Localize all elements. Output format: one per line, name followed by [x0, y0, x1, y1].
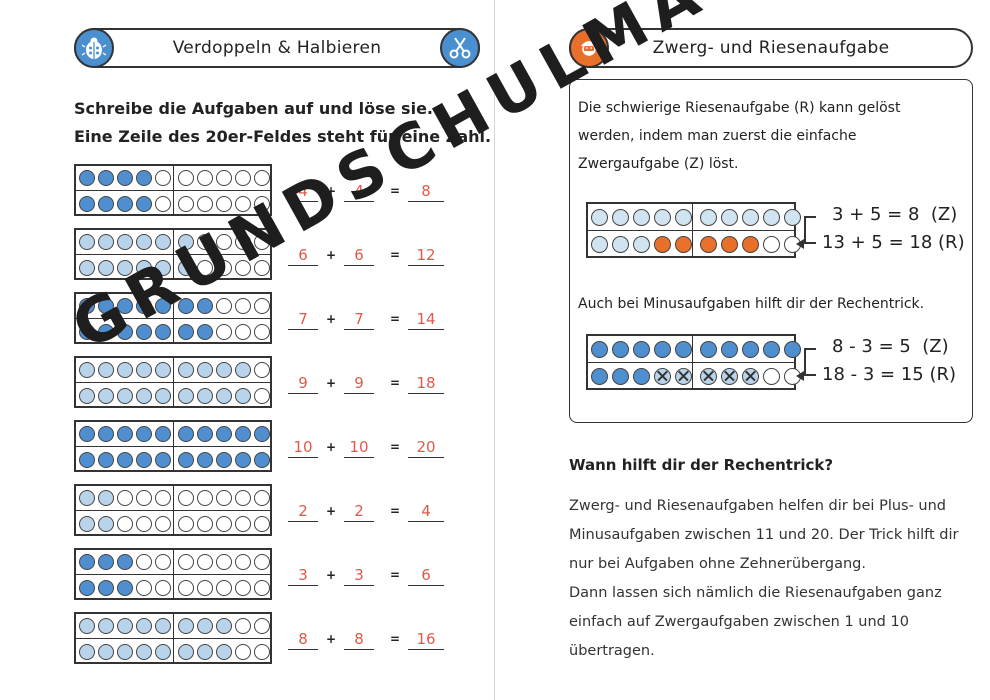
- counter-dot: [178, 260, 194, 276]
- counter-dot: [155, 234, 171, 250]
- minus-calc-riese: 18 - 3 = 15 (R): [822, 364, 956, 385]
- counter-dot: [178, 490, 194, 506]
- paragraph-line: übertragen.: [569, 643, 655, 659]
- counter-dot: [136, 554, 152, 570]
- counter-dot: [216, 196, 232, 212]
- plus-sign: +: [326, 248, 337, 262]
- counter-dot: [79, 516, 95, 532]
- counter-dot: [155, 362, 171, 378]
- counter-dot: [136, 324, 152, 340]
- counter-dot: [98, 196, 114, 212]
- counter-dot: [178, 580, 194, 596]
- counter-dot: [155, 260, 171, 276]
- counter-dot: [155, 388, 171, 404]
- counter-dot: [155, 426, 171, 442]
- counter-dot: [155, 298, 171, 314]
- left-header-bar: [74, 28, 480, 68]
- counter-dot: [197, 580, 213, 596]
- counter-dot: [235, 554, 251, 570]
- counter-dot: [79, 618, 95, 634]
- minus-intro-text: Auch bei Minusaufgaben hilft dir der Rechentrick.: [578, 296, 925, 312]
- addend-a: 10: [288, 438, 318, 458]
- counter-dot: [254, 490, 270, 506]
- dwarf-face-icon: [569, 28, 609, 68]
- counter-dot: [136, 196, 152, 212]
- counter-dot: [98, 298, 114, 314]
- counter-dot: [216, 490, 232, 506]
- sum-result: 4: [408, 502, 444, 522]
- counter-dot: [254, 580, 270, 596]
- counter-dot: [254, 644, 270, 660]
- counter-dot: [216, 452, 232, 468]
- counter-dot: [197, 234, 213, 250]
- twenty-frame: [74, 484, 272, 536]
- counter-dot: [178, 298, 194, 314]
- counter-dot: [216, 618, 232, 634]
- counter-dot: [235, 490, 251, 506]
- counter-dot: [155, 170, 171, 186]
- counter-dot: [98, 554, 114, 570]
- right-worksheet-page: [495, 0, 990, 700]
- counter-dot: [117, 516, 133, 532]
- counter-dot: [117, 554, 133, 570]
- counter-dot: [178, 554, 194, 570]
- task-row: [74, 420, 272, 472]
- counter-dot: [136, 490, 152, 506]
- equation-line: [288, 630, 448, 650]
- task-row: [74, 292, 272, 344]
- counter-dot: [117, 490, 133, 506]
- counter-dot: [178, 324, 194, 340]
- left-worksheet-page: [0, 0, 494, 700]
- plus-example-row-top: [588, 204, 794, 231]
- counter-dot: [79, 260, 95, 276]
- twenty-frame: [74, 292, 272, 344]
- paragraph-line: Zwerg- und Riesenaufgaben helfen dir bei Plus- und: [569, 498, 947, 514]
- counter-dot: [197, 490, 213, 506]
- plus-sign: +: [326, 440, 337, 454]
- counter-dot: [235, 260, 251, 276]
- counter-dot: [117, 644, 133, 660]
- counter-dot: [178, 362, 194, 378]
- equation-line: [288, 502, 448, 522]
- box-intro-line-3: Zwergaufgabe (Z) löst.: [578, 156, 739, 172]
- counter-dot: [98, 452, 114, 468]
- sum-result: 20: [408, 438, 444, 458]
- counter-dot: [235, 388, 251, 404]
- counter-dot: [235, 362, 251, 378]
- minus-calc-zwerg: 8 - 3 = 5 (Z): [832, 336, 949, 357]
- addend-b: 10: [344, 438, 374, 458]
- equals-sign: =: [390, 376, 401, 390]
- counter-dot: [216, 234, 232, 250]
- equation-line: [288, 566, 448, 586]
- counter-dot: [197, 644, 213, 660]
- addend-b: 6: [344, 246, 374, 266]
- counter-dot: [79, 644, 95, 660]
- counter-dot: [254, 234, 270, 250]
- explanation-box: [569, 79, 973, 423]
- counter-dot: [98, 234, 114, 250]
- counter-dot: [98, 324, 114, 340]
- counter-dot: [79, 426, 95, 442]
- counter-dot: [178, 234, 194, 250]
- counter-dot: [98, 260, 114, 276]
- plus-sign: +: [326, 568, 337, 582]
- counter-dot: [79, 170, 95, 186]
- counter-dot: [197, 362, 213, 378]
- counter-dot: [197, 452, 213, 468]
- counter-dot: [254, 554, 270, 570]
- counter-dot: [197, 426, 213, 442]
- counter-dot: [216, 362, 232, 378]
- counter-dot: [235, 644, 251, 660]
- right-header-bar: [569, 28, 973, 68]
- counter-dot: [98, 618, 114, 634]
- counter-dot: [136, 618, 152, 634]
- counter-dot: [254, 170, 270, 186]
- plus-sign: +: [326, 312, 337, 326]
- equation-line: [288, 246, 448, 266]
- plus-sign: +: [326, 184, 337, 198]
- plus-calc-riese: 13 + 5 = 18 (R): [822, 232, 965, 253]
- counter-dot: [155, 452, 171, 468]
- addend-b: 9: [344, 374, 374, 394]
- counter-dot: [155, 554, 171, 570]
- counter-dot: [197, 196, 213, 212]
- counter-dot: [98, 644, 114, 660]
- addend-a: 9: [288, 374, 318, 394]
- counter-dot: [136, 260, 152, 276]
- plus-example-bracket: [804, 216, 816, 244]
- counter-dot: [136, 388, 152, 404]
- twenty-frame: [74, 228, 272, 280]
- addend-a: 2: [288, 502, 318, 522]
- minus-example-row-top: [588, 336, 794, 363]
- counter-dot: [117, 298, 133, 314]
- counter-dot: [155, 516, 171, 532]
- counter-dot: [117, 196, 133, 212]
- sum-result: 16: [408, 630, 444, 650]
- task-row: [74, 356, 272, 408]
- counter-dot: [254, 362, 270, 378]
- counter-dot: [155, 490, 171, 506]
- plus-example-tenframe: [586, 202, 796, 258]
- addend-b: 4: [344, 182, 374, 202]
- equals-sign: =: [390, 440, 401, 454]
- counter-dot: [136, 170, 152, 186]
- sum-result: 6: [408, 566, 444, 586]
- counter-dot: [216, 426, 232, 442]
- twenty-frame: [74, 548, 272, 600]
- task-row: [74, 228, 272, 280]
- counter-dot: [216, 644, 232, 660]
- counter-dot: [235, 298, 251, 314]
- sum-result: 8: [408, 182, 444, 202]
- counter-dot: [79, 362, 95, 378]
- counter-dot: [136, 452, 152, 468]
- counter-dot: [197, 260, 213, 276]
- addend-b: 8: [344, 630, 374, 650]
- task-row: [74, 548, 272, 600]
- crossed-dot-icon: [675, 368, 692, 385]
- addend-a: 8: [288, 630, 318, 650]
- counter-dot: [155, 618, 171, 634]
- counter-dot: [235, 452, 251, 468]
- counter-dot: [98, 170, 114, 186]
- counter-dot: [155, 324, 171, 340]
- counter-dot: [254, 388, 270, 404]
- counter-dot: [155, 196, 171, 212]
- task-row: [74, 164, 272, 216]
- counter-dot: [155, 644, 171, 660]
- counter-dot: [235, 580, 251, 596]
- plus-sign: +: [326, 632, 337, 646]
- counter-dot: [98, 426, 114, 442]
- counter-dot: [155, 580, 171, 596]
- counter-dot: [178, 426, 194, 442]
- instruction-line-2: Eine Zeile des 20er-Feldes steht für eine Zahl.: [74, 127, 492, 146]
- counter-dot: [178, 516, 194, 532]
- counter-dot: [197, 618, 213, 634]
- counter-dot: [117, 426, 133, 442]
- instruction-line-1: Schreibe die Aufgaben auf und löse sie.: [74, 99, 433, 118]
- counter-dot: [98, 580, 114, 596]
- addend-a: 6: [288, 246, 318, 266]
- counter-dot: [197, 388, 213, 404]
- counter-dot: [136, 516, 152, 532]
- task-row: [74, 484, 272, 536]
- addend-b: 3: [344, 566, 374, 586]
- twenty-frame: [74, 420, 272, 472]
- counter-dot: [197, 516, 213, 532]
- counter-dot: [197, 324, 213, 340]
- sum-result: 14: [408, 310, 444, 330]
- sum-result: 18: [408, 374, 444, 394]
- counter-dot: [136, 426, 152, 442]
- counter-dot: [178, 196, 194, 212]
- counter-dot: [178, 618, 194, 634]
- counter-dot: [79, 388, 95, 404]
- plus-sign: +: [326, 504, 337, 518]
- counter-dot: [117, 170, 133, 186]
- counter-dot: [235, 516, 251, 532]
- crossed-dot-icon: [721, 368, 738, 385]
- counter-dot: [117, 618, 133, 634]
- paragraph-line: nur bei Aufgaben ohne Zehnerübergang.: [569, 556, 866, 572]
- addend-a: 3: [288, 566, 318, 586]
- counter-dot: [254, 618, 270, 634]
- counter-dot: [216, 170, 232, 186]
- counter-dot: [197, 170, 213, 186]
- scissors-icon: [440, 28, 480, 68]
- paragraph-line: Dann lassen sich nämlich die Riesenaufgaben ganz: [569, 585, 942, 601]
- counter-dot: [216, 324, 232, 340]
- counter-dot: [117, 260, 133, 276]
- counter-dot: [79, 196, 95, 212]
- minus-example-bracket: [804, 348, 816, 376]
- rechentrick-question: Wann hilft dir der Rechentrick?: [569, 456, 834, 474]
- addend-a: 4: [288, 182, 318, 202]
- counter-dot: [136, 580, 152, 596]
- counter-dot: [98, 362, 114, 378]
- counter-dot: [117, 452, 133, 468]
- counter-dot: [79, 298, 95, 314]
- plus-example-row-bottom: [588, 231, 794, 258]
- counter-dot: [216, 388, 232, 404]
- equation-line: [288, 310, 448, 330]
- paragraph-line: Minusaufgaben zwischen 11 und 20. Der Trick hilft dir: [569, 527, 959, 543]
- counter-dot: [254, 426, 270, 442]
- equals-sign: =: [390, 632, 401, 646]
- counter-dot: [216, 580, 232, 596]
- paragraph-line: einfach auf Zwergaufgaben zwischen 1 und 10: [569, 614, 909, 630]
- counter-dot: [197, 554, 213, 570]
- counter-dot: [254, 324, 270, 340]
- plus-example-arrow-icon: [796, 239, 804, 249]
- counter-dot: [136, 298, 152, 314]
- counter-dot: [117, 234, 133, 250]
- counter-dot: [254, 298, 270, 314]
- counter-dot: [79, 554, 95, 570]
- counter-dot: [117, 324, 133, 340]
- counter-dot: [235, 324, 251, 340]
- counter-dot: [197, 298, 213, 314]
- counter-dot: [79, 580, 95, 596]
- counter-dot: [178, 388, 194, 404]
- counter-dot: [79, 324, 95, 340]
- counter-dot: [254, 516, 270, 532]
- addend-a: 7: [288, 310, 318, 330]
- equation-line: [288, 438, 448, 458]
- addend-b: 2: [344, 502, 374, 522]
- crossed-dot-icon: [700, 368, 717, 385]
- counter-dot: [235, 234, 251, 250]
- equals-sign: =: [390, 184, 401, 198]
- counter-dot: [178, 170, 194, 186]
- counter-dot: [235, 618, 251, 634]
- task-row: [74, 612, 272, 664]
- equals-sign: =: [390, 568, 401, 582]
- minus-example-arrow-icon: [796, 371, 804, 381]
- counter-dot: [216, 260, 232, 276]
- box-intro-line-1: Die schwierige Riesenaufgabe (R) kann gelöst: [578, 100, 901, 116]
- counter-dot: [136, 234, 152, 250]
- counter-dot: [235, 170, 251, 186]
- counter-dot: [178, 644, 194, 660]
- counter-dot: [254, 260, 270, 276]
- plus-calc-zwerg: 3 + 5 = 8 (Z): [832, 204, 958, 225]
- ladybug-icon: [74, 28, 114, 68]
- minus-example-tenframe: [586, 334, 796, 390]
- counter-dot: [136, 362, 152, 378]
- addend-b: 7: [344, 310, 374, 330]
- counter-dot: [216, 554, 232, 570]
- crossed-dot-icon: [742, 368, 759, 385]
- twenty-frame: [74, 356, 272, 408]
- counter-dot: [254, 452, 270, 468]
- counter-dot: [117, 362, 133, 378]
- crossed-dot-icon: [654, 368, 671, 385]
- counter-dot: [117, 388, 133, 404]
- counter-dot: [216, 298, 232, 314]
- counter-dot: [254, 196, 270, 212]
- equals-sign: =: [390, 248, 401, 262]
- sum-result: 12: [408, 246, 444, 266]
- equation-line: [288, 182, 448, 202]
- counter-dot: [98, 490, 114, 506]
- equals-sign: =: [390, 504, 401, 518]
- counter-dot: [235, 196, 251, 212]
- counter-dot: [136, 644, 152, 660]
- twenty-frame: [74, 612, 272, 664]
- counter-dot: [98, 516, 114, 532]
- counter-dot: [117, 580, 133, 596]
- left-header-title: Verdoppeln & Halbieren: [172, 38, 382, 58]
- equals-sign: =: [390, 312, 401, 326]
- counter-dot: [216, 516, 232, 532]
- counter-dot: [235, 426, 251, 442]
- equation-line: [288, 374, 448, 394]
- minus-example-row-bottom: [588, 363, 794, 390]
- counter-dot: [79, 490, 95, 506]
- counter-dot: [79, 452, 95, 468]
- plus-sign: +: [326, 376, 337, 390]
- box-intro-line-2: werden, indem man zuerst die einfache: [578, 128, 857, 144]
- right-header-title: Zwerg- und Riesenaufgabe: [652, 38, 890, 58]
- twenty-frame: [74, 164, 272, 216]
- counter-dot: [178, 452, 194, 468]
- counter-dot: [79, 234, 95, 250]
- counter-dot: [98, 388, 114, 404]
